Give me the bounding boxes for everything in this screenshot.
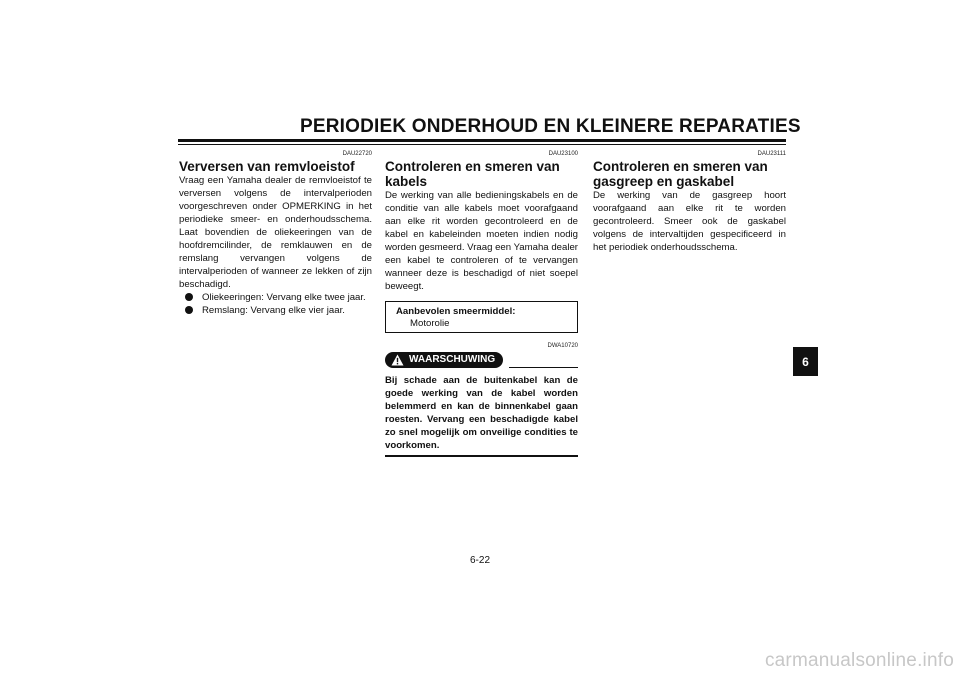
section-heading: Controleren en smeren van gasgreep en gaskabel [593,159,768,189]
lubricant-label: Aanbevolen smeermiddel: [396,306,516,317]
section-cables [385,151,578,457]
section-code: DAU23100 [548,151,578,157]
warning-text: Bij schade aan de buitenkabel kan de goede werking van de kabel worden belemmerd en kan de binnenkabel gaan roesten. Vervang een beschadigde kabel zo snel mogelijk om onveilige condities te voorkomen. [385,375,578,451]
warning-label: WAARSCHUWING [409,354,496,365]
watermark: carmanualsonline.info [764,650,954,671]
list-item-text: Oliekeeringen: Vervang elke twee jaar. [202,292,366,303]
bullet-icon [185,306,193,314]
lubricant-box [385,301,578,333]
section-code: DAU23111 [757,151,786,157]
section-heading: Verversen van remvloeistof [179,159,355,174]
section-body: De werking van alle bedieningskabels en de conditie van alle kabels moet voorafgaand aan elke rit worden gecontroleerd en de kabel en kabeleinden moeten indien nodig worden gesmeerd. Vraag een Yamaha dealer een kabel te controleren of te vervangen wanneer deze is beschadigd of niet soepel beweegt. [385,190,578,292]
lubricant-value: Motorolie [410,318,450,329]
section-code: DAU22720 [342,151,372,157]
section-brake-fluid [179,151,372,317]
warning-badge [385,352,503,368]
header-rule-thin [178,144,786,145]
section-throttle [593,151,786,254]
section-body: De werking van de gasgreep hoort voorafgaand aan elke rit te worden gecontroleerd. Smeer ook de gaskabel volgens de intervaltijden gespecificeerd in het periodiek onderhoudsschema. [593,190,786,253]
warning-code: DWA10720 [547,343,578,349]
warning-rule [509,367,578,368]
chapter-tab: 6 [793,347,818,376]
bullet-icon [185,293,193,301]
section-body: Vraag een Yamaha dealer de remvloeistof te verversen volgens de intervalperioden voorgeschreven onder OPMERKING in het periodieke smeer- en onderhoudsschema. Laat bovendien de oliekeeringen van de hoofdremcilinder, de remklauwen en de remslang vervangen volgens de intervalperioden of wanneer ze lekken of zijn beschadigd. [179,175,372,290]
section-heading: Controleren en smeren van kabels [385,159,560,189]
warning-bottom-rule [385,455,578,457]
header-rule-thick [178,139,786,142]
list-item-text: Remslang: Vervang elke vier jaar. [202,305,345,316]
warning-triangle-icon [391,354,404,366]
page-title: PERIODIEK ONDERHOUD EN KLEINERE REPARATIES [300,116,801,137]
list-item [179,304,372,317]
list-item [179,291,372,304]
bullet-list [179,291,372,317]
page-number: 6-22 [469,555,490,566]
warning-header [385,352,578,368]
